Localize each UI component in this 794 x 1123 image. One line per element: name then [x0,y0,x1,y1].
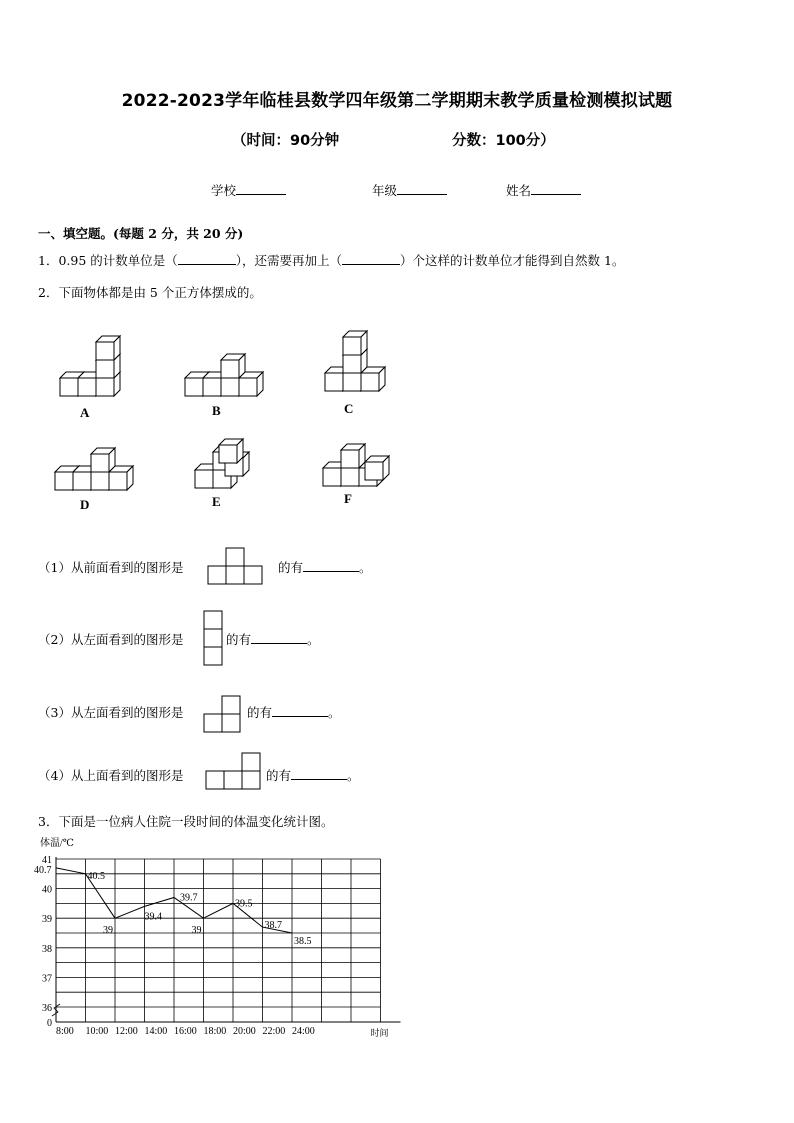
q2-sub2-answer [226,630,320,648]
question-2-stem: 2．下面物体都是由 5 个正方体摆成的。 [38,285,262,300]
figure-label-b: B [212,403,221,418]
exam-title: 2022-2023学年临桂县数学四年级第二学期期末教学质量检测模拟试题 [121,91,673,111]
x-axis-title: 时间 [370,1028,389,1038]
figure-f [323,444,389,486]
y-tick-label: 39 [42,914,52,926]
q2-sub2-blank[interactable] [251,631,307,644]
data-label: 39.7 [180,892,198,904]
q1-text-2: ），还需要再加上（ [235,253,343,268]
school-label: 学校 [211,183,237,198]
data-label: 38.7 [264,920,282,932]
left-view-shape-2 [203,694,243,734]
q2-sub3-blank[interactable] [272,704,328,717]
figure-b [185,354,263,396]
data-label: 39.5 [235,898,253,910]
x-tick-label: 8:00 [56,1026,74,1037]
front-view-shape [207,546,265,586]
q2-sub2-end: 。 [307,632,320,647]
y-tick-label: 37 [42,973,52,985]
temperature-line-chart [30,832,410,1047]
data-label: 39 [191,925,202,937]
x-tick-label: 10:00 [85,1026,109,1037]
q2-sub4-blank[interactable] [291,767,347,780]
q1-blank-1[interactable] [178,252,236,265]
figure-d [55,448,133,490]
top-view-shape [205,751,265,791]
school-field[interactable] [211,181,286,199]
x-tick-label: 18:00 [203,1026,227,1037]
data-label: 40.5 [87,870,105,882]
y-tick-label: 38 [42,943,52,955]
data-label: 40.7 [34,864,52,876]
name-field[interactable] [506,181,581,199]
figure-c [325,331,385,391]
q2-sub2-suffix: 的有 [226,632,252,647]
question-3-stem: 3．下面是一位病人住院一段时间的体温变化统计图。 [38,814,334,829]
x-tick-label: 14:00 [144,1026,168,1037]
y-tick-label: 0 [47,1018,52,1029]
q2-sub1-end: 。 [359,560,372,575]
q2-sub3-prefix: （3）从左面看到的图形是 [38,705,184,720]
x-tick-label: 22:00 [262,1026,286,1037]
q1-text-3: ）个这样的计数单位才能得到自然数 1。 [400,253,625,268]
data-label: 38.5 [294,936,312,947]
data-label: 39 [103,925,113,937]
x-tick-label: 20:00 [233,1026,256,1037]
figure-a [60,336,120,396]
q2-sub4-suffix: 的有 [266,768,292,783]
q2-sub3-answer [247,703,341,721]
y-tick-label: 40 [42,884,52,896]
x-tick-label: 12:00 [115,1026,138,1037]
figure-label-c: C [344,401,354,416]
exam-time: （时间：90分钟 [232,133,340,149]
y-axis-title: 体温/℃ [40,838,74,849]
cube-figures [40,325,420,525]
q1-text-1: 1．0.95 的计数单位是（ [38,253,178,268]
x-tick-label: 16:00 [174,1026,197,1037]
figure-label-e: E [212,494,221,509]
grade-label: 年级 [372,183,398,198]
y-tick-label: 41 [42,855,52,866]
q1-blank-2[interactable] [342,252,400,265]
figure-label-a: A [80,405,90,420]
figure-label-f: F [344,491,352,506]
q2-sub3-end: 。 [328,705,341,720]
name-label: 姓名 [506,183,532,198]
x-tick-label: 24:00 [292,1026,315,1037]
q2-sub1-blank[interactable] [303,559,359,572]
q2-sub4-end: 。 [347,768,360,783]
y-tick-label: 36 [42,1003,52,1014]
data-label: 39.4 [144,911,162,923]
question-1 [38,251,624,269]
section-heading: 一、填空题。(每题 2 分，共 20 分) [38,226,244,241]
figure-label-d: D [80,497,90,512]
q2-sub4-prefix: （4）从上面看到的图形是 [38,768,184,783]
grade-field[interactable] [372,181,447,199]
q2-sub2-prefix: （2）从左面看到的图形是 [38,632,184,647]
q2-sub1-suffix: 的有 [278,560,304,575]
figure-e [195,439,249,488]
left-view-shape-1 [202,609,224,667]
q2-sub1-prefix: （1）从前面看到的图形是 [38,560,184,575]
exam-score: 分数：100分） [452,133,555,149]
q2-sub3-suffix: 的有 [247,705,273,720]
q2-sub1-answer [278,558,372,576]
q2-sub4-answer [266,766,360,784]
